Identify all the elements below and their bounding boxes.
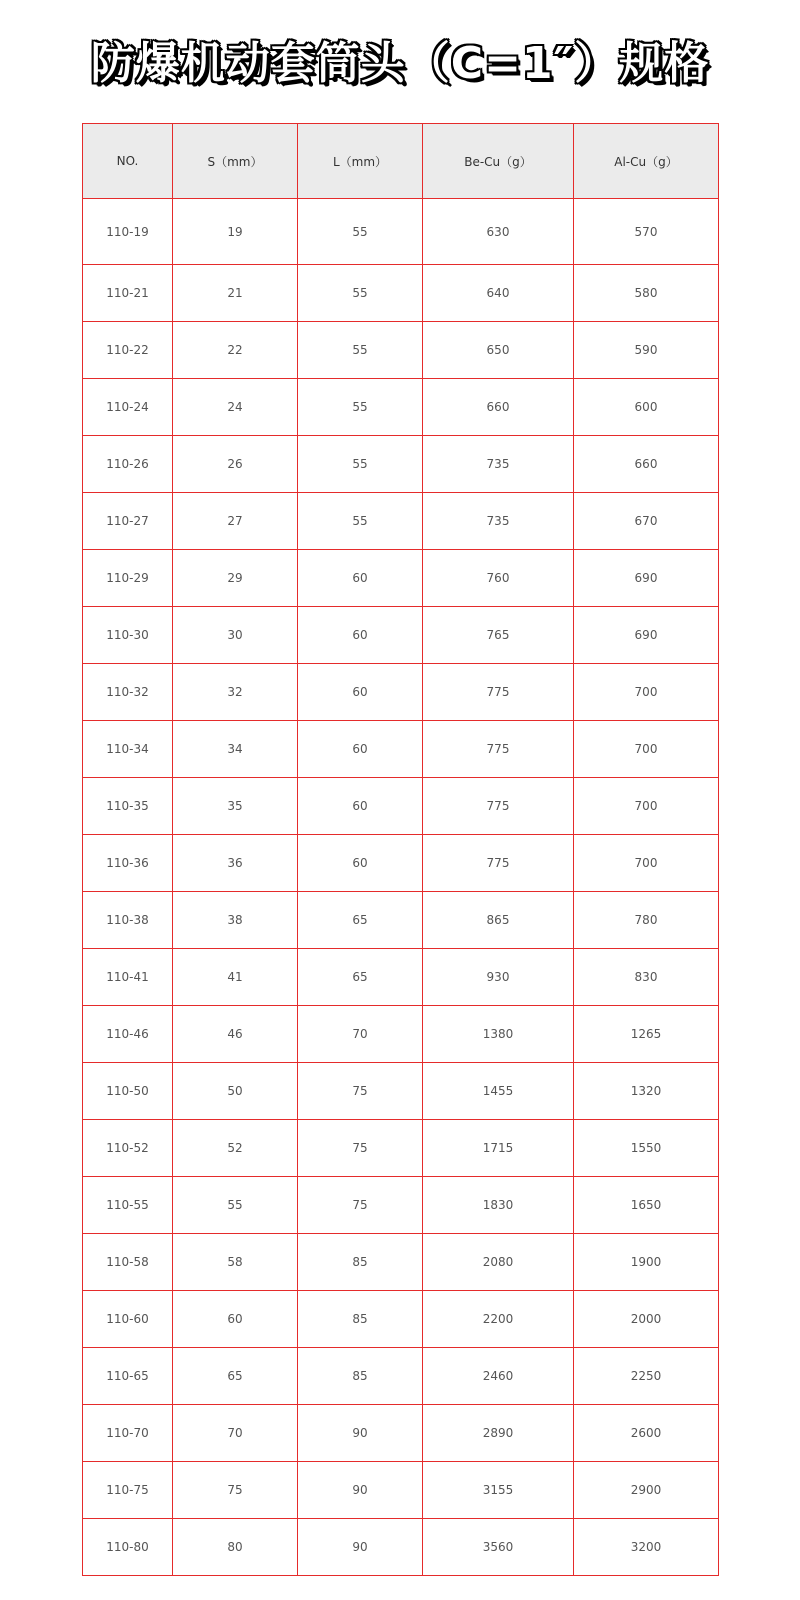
table-row	[83, 436, 719, 493]
cell-be-cu-g: 1380	[423, 1006, 574, 1063]
table-row	[83, 892, 719, 949]
cell-be-cu-g: 3155	[423, 1462, 574, 1519]
cell-s-mm: 75	[173, 1462, 298, 1519]
cell-al-cu-g: 2000	[574, 1291, 719, 1348]
header-al-cu-g: Al-Cu（g）	[574, 124, 719, 199]
cell-l-mm: 60	[298, 607, 423, 664]
cell-be-cu-g: 865	[423, 892, 574, 949]
cell-l-mm: 75	[298, 1177, 423, 1234]
cell-no: 110-50	[83, 1063, 173, 1120]
cell-be-cu-g: 775	[423, 721, 574, 778]
cell-al-cu-g: 580	[574, 265, 719, 322]
table-row	[83, 778, 719, 835]
cell-s-mm: 26	[173, 436, 298, 493]
cell-be-cu-g: 765	[423, 607, 574, 664]
cell-s-mm: 52	[173, 1120, 298, 1177]
cell-al-cu-g: 700	[574, 778, 719, 835]
cell-be-cu-g: 1455	[423, 1063, 574, 1120]
cell-l-mm: 55	[298, 322, 423, 379]
cell-al-cu-g: 670	[574, 493, 719, 550]
cell-l-mm: 60	[298, 550, 423, 607]
cell-al-cu-g: 780	[574, 892, 719, 949]
cell-s-mm: 32	[173, 664, 298, 721]
cell-al-cu-g: 2600	[574, 1405, 719, 1462]
cell-no: 110-70	[83, 1405, 173, 1462]
cell-s-mm: 65	[173, 1348, 298, 1405]
table-body	[83, 199, 719, 1576]
header-row	[83, 124, 719, 199]
cell-l-mm: 85	[298, 1291, 423, 1348]
cell-s-mm: 27	[173, 493, 298, 550]
cell-l-mm: 55	[298, 493, 423, 550]
cell-no: 110-80	[83, 1519, 173, 1576]
cell-s-mm: 35	[173, 778, 298, 835]
cell-be-cu-g: 735	[423, 493, 574, 550]
cell-no: 110-27	[83, 493, 173, 550]
header-s-mm: S（mm）	[173, 124, 298, 199]
cell-l-mm: 75	[298, 1063, 423, 1120]
cell-no: 110-46	[83, 1006, 173, 1063]
cell-l-mm: 60	[298, 721, 423, 778]
cell-no: 110-58	[83, 1234, 173, 1291]
cell-be-cu-g: 1830	[423, 1177, 574, 1234]
cell-no: 110-30	[83, 607, 173, 664]
table-row	[83, 550, 719, 607]
cell-be-cu-g: 930	[423, 949, 574, 1006]
cell-s-mm: 41	[173, 949, 298, 1006]
cell-be-cu-g: 2890	[423, 1405, 574, 1462]
table-row	[83, 1120, 719, 1177]
cell-al-cu-g: 700	[574, 664, 719, 721]
cell-no: 110-22	[83, 322, 173, 379]
cell-l-mm: 55	[298, 379, 423, 436]
cell-be-cu-g: 2080	[423, 1234, 574, 1291]
cell-no: 110-52	[83, 1120, 173, 1177]
table-row	[83, 1291, 719, 1348]
cell-l-mm: 55	[298, 436, 423, 493]
cell-al-cu-g: 690	[574, 607, 719, 664]
cell-l-mm: 75	[298, 1120, 423, 1177]
cell-no: 110-24	[83, 379, 173, 436]
cell-be-cu-g: 735	[423, 436, 574, 493]
cell-no: 110-29	[83, 550, 173, 607]
table-row	[83, 1234, 719, 1291]
cell-no: 110-26	[83, 436, 173, 493]
cell-al-cu-g: 1900	[574, 1234, 719, 1291]
cell-al-cu-g: 600	[574, 379, 719, 436]
table-row	[83, 265, 719, 322]
table-row	[83, 322, 719, 379]
cell-no: 110-21	[83, 265, 173, 322]
cell-be-cu-g: 660	[423, 379, 574, 436]
table-row	[83, 1348, 719, 1405]
cell-al-cu-g: 700	[574, 835, 719, 892]
cell-be-cu-g: 630	[423, 199, 574, 265]
cell-l-mm: 60	[298, 835, 423, 892]
cell-no: 110-35	[83, 778, 173, 835]
cell-al-cu-g: 2250	[574, 1348, 719, 1405]
cell-l-mm: 60	[298, 778, 423, 835]
cell-l-mm: 90	[298, 1462, 423, 1519]
cell-al-cu-g: 690	[574, 550, 719, 607]
cell-l-mm: 55	[298, 265, 423, 322]
table-row	[83, 1519, 719, 1576]
table-header	[83, 124, 719, 199]
page-title: 防爆机动套筒头（C=1″）规格	[90, 38, 710, 89]
cell-l-mm: 65	[298, 949, 423, 1006]
cell-s-mm: 29	[173, 550, 298, 607]
cell-be-cu-g: 1715	[423, 1120, 574, 1177]
cell-no: 110-34	[83, 721, 173, 778]
cell-s-mm: 50	[173, 1063, 298, 1120]
cell-no: 110-32	[83, 664, 173, 721]
cell-be-cu-g: 775	[423, 835, 574, 892]
table-row	[83, 607, 719, 664]
table-row	[83, 1462, 719, 1519]
cell-s-mm: 30	[173, 607, 298, 664]
table-row	[83, 199, 719, 265]
cell-be-cu-g: 640	[423, 265, 574, 322]
cell-s-mm: 24	[173, 379, 298, 436]
table-row	[83, 721, 719, 778]
header-l-mm: L（mm）	[298, 124, 423, 199]
table-row	[83, 493, 719, 550]
header-be-cu-g: Be-Cu（g）	[423, 124, 574, 199]
table-row	[83, 949, 719, 1006]
cell-no: 110-41	[83, 949, 173, 1006]
cell-l-mm: 90	[298, 1405, 423, 1462]
cell-al-cu-g: 700	[574, 721, 719, 778]
cell-al-cu-g: 3200	[574, 1519, 719, 1576]
table-row	[83, 835, 719, 892]
cell-be-cu-g: 3560	[423, 1519, 574, 1576]
table-row	[83, 379, 719, 436]
cell-s-mm: 34	[173, 721, 298, 778]
cell-s-mm: 19	[173, 199, 298, 265]
cell-be-cu-g: 650	[423, 322, 574, 379]
cell-no: 110-75	[83, 1462, 173, 1519]
cell-s-mm: 58	[173, 1234, 298, 1291]
cell-s-mm: 46	[173, 1006, 298, 1063]
cell-no: 110-55	[83, 1177, 173, 1234]
cell-no: 110-60	[83, 1291, 173, 1348]
cell-s-mm: 36	[173, 835, 298, 892]
cell-be-cu-g: 2200	[423, 1291, 574, 1348]
spec-table	[82, 123, 719, 1576]
table-row	[83, 664, 719, 721]
cell-al-cu-g: 570	[574, 199, 719, 265]
cell-s-mm: 22	[173, 322, 298, 379]
cell-be-cu-g: 2460	[423, 1348, 574, 1405]
cell-s-mm: 38	[173, 892, 298, 949]
cell-be-cu-g: 775	[423, 664, 574, 721]
cell-al-cu-g: 1650	[574, 1177, 719, 1234]
cell-s-mm: 21	[173, 265, 298, 322]
cell-be-cu-g: 760	[423, 550, 574, 607]
table-row	[83, 1405, 719, 1462]
cell-no: 110-36	[83, 835, 173, 892]
table-row	[83, 1177, 719, 1234]
cell-l-mm: 65	[298, 892, 423, 949]
cell-l-mm: 60	[298, 664, 423, 721]
cell-s-mm: 60	[173, 1291, 298, 1348]
cell-al-cu-g: 830	[574, 949, 719, 1006]
cell-l-mm: 55	[298, 199, 423, 265]
cell-be-cu-g: 775	[423, 778, 574, 835]
cell-al-cu-g: 660	[574, 436, 719, 493]
cell-l-mm: 85	[298, 1234, 423, 1291]
header-no: NO.	[83, 124, 173, 199]
table-row	[83, 1063, 719, 1120]
cell-al-cu-g: 1265	[574, 1006, 719, 1063]
cell-no: 110-38	[83, 892, 173, 949]
table-row	[83, 1006, 719, 1063]
cell-l-mm: 70	[298, 1006, 423, 1063]
cell-al-cu-g: 590	[574, 322, 719, 379]
cell-al-cu-g: 2900	[574, 1462, 719, 1519]
cell-al-cu-g: 1320	[574, 1063, 719, 1120]
cell-l-mm: 90	[298, 1519, 423, 1576]
cell-s-mm: 70	[173, 1405, 298, 1462]
cell-s-mm: 55	[173, 1177, 298, 1234]
cell-al-cu-g: 1550	[574, 1120, 719, 1177]
cell-s-mm: 80	[173, 1519, 298, 1576]
cell-no: 110-19	[83, 199, 173, 265]
cell-l-mm: 85	[298, 1348, 423, 1405]
cell-no: 110-65	[83, 1348, 173, 1405]
